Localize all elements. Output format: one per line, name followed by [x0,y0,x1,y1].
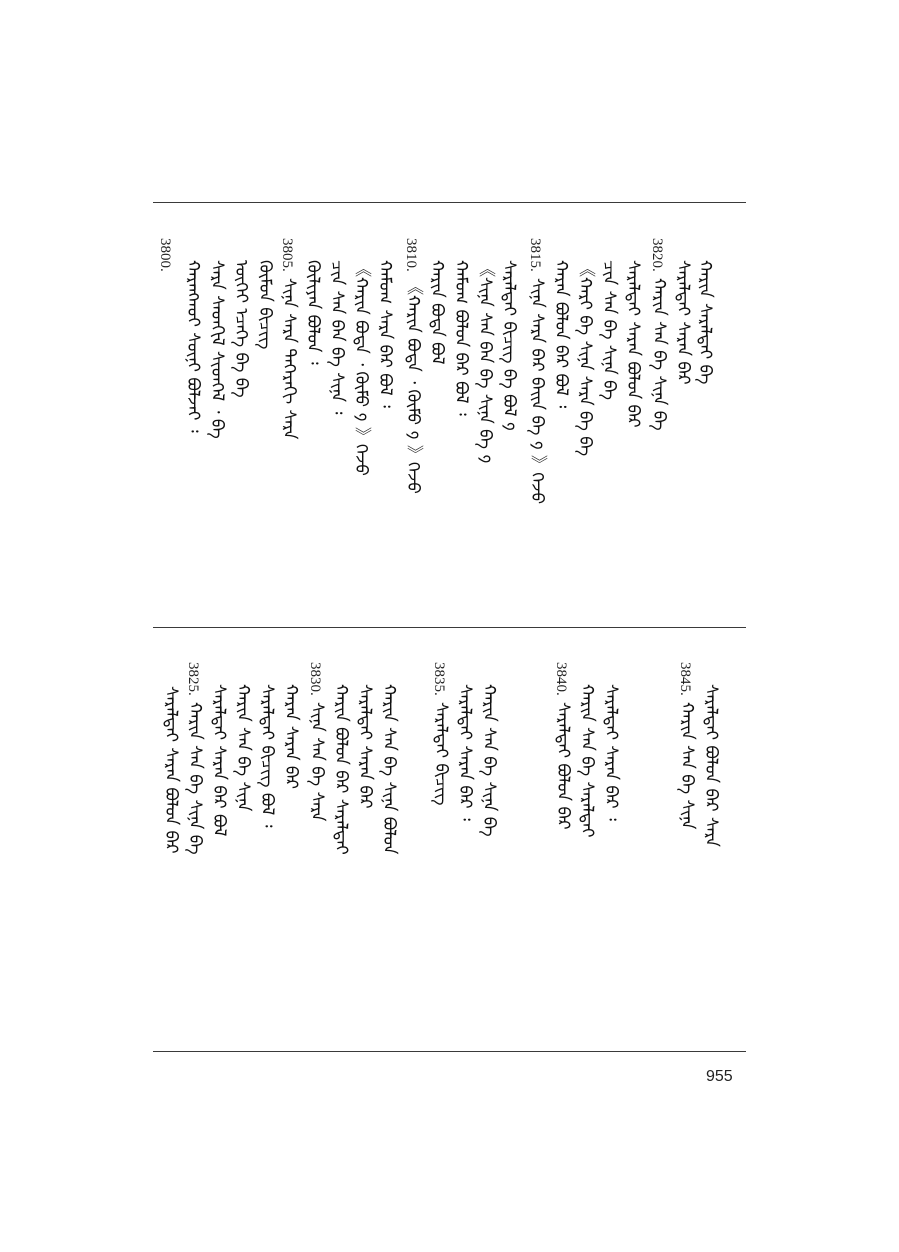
verse-line: ᠬᠠᠷᠢᠨ ᠰᠠᠨ ᠪᠠ ᠰᠢᠨᠡ ᠪᠠ [185,702,205,855]
line-number: 3800. [157,238,173,272]
lower-text-block [150,662,750,1002]
page-number: 955 [706,1068,733,1085]
verse-line: ᠬᠠᠷᠢᠨ ᠰᠠᠨ ᠪᠠ ᠰᠢᠨᠡ ᠪᠣᠯᠤᠨ [379,684,399,855]
verse-line: ᠬᠠᠷᠢᠨ ᠰᠠᠨ ᠪᠠ ᠰᠢᠨᠡ [677,702,697,830]
verse-line: ᠴᠢᠨ ᠰᠠᠨ ᠪᠠᠨ ᠪᠠ ᠰᠢᠨᠡ ᠄ [327,260,347,415]
bottom-rule [153,1051,746,1052]
verse-line: ᠬᠠᠷᠢᠨ ᠰᠠᠨ ᠪᠠ ᠰᠢᠨᠡ ᠪᠠ [479,684,499,837]
verse-line: ᠬᠠᠮᠤᠭ ᠰᠠᠷᠠ ᠪᠡᠷ ᠪᠣᠯ ᠄ [375,260,395,408]
verse-line: ᠬᠠᠷᠢᠨ ᠰᠠᠨ ᠪᠠ ᠰᠢᠨᠡ [233,684,253,812]
verse-line: ᠰᠠᠷᠠᠯᠲᠠᠢ ᠪᠢᠴᠢᠭ [431,702,451,806]
verse-line: ᠬᠠᠷᠠᠨ ᠪᠣᠯᠤᠨ ᠪᠡᠷ ᠪᠣᠯ ᠄ [551,260,571,409]
verse-line: ᠰᠢᠨᠡ ᠰᠠᠨ ᠪᠠ ᠰᠠᠷᠠ [307,702,327,822]
line-number: 3830. [307,662,323,696]
top-rule [153,202,746,203]
verse-line: ᠬᠦᠯᠢᠶᠡᠨ ᠪᠣᠯᠤᠨ ᠄ [303,260,323,365]
line-number: 3805. [279,238,295,272]
verse-line: ᠬᠠᠷᠠᠩᠬᠤᠢ ᠰᠦᠨᠢ ᠪᠣᠯᠵᠠᠢ ᠄ [183,260,203,433]
verse-line: 《ᠰᠢᠨᠡ ᠰᠠᠨ ᠪᠠᠨ ᠪᠠ ᠰᠢᠨᠡ ᠪᠠ ᠀ [475,260,495,464]
line-number: 3815. [527,238,543,272]
verse-line: ᠰᠢᠨᠡ ᠰᠠᠷᠠ ᠳᠡᠭᠡᠷᠡᠬᠢ ᠰᠠᠷᠠ [279,278,299,440]
line-number: 3825. [185,662,201,696]
verse-line: ᠰᠠᠷᠠᠯᠲᠠᠢ ᠰᠠᠷᠠᠨ ᠪᠣᠯᠤᠨ ᠪᠡᠷ [161,686,181,854]
verse-line: 《ᠬᠠᠷᠢᠨ ᠪᠤᠳᠠ ᠂ ᠬᠦᠮᠦ ᠀ 》ᠭᠡᠵᠦ [403,278,423,494]
verse-line: ᠬᠦᠮᠦᠨ ᠪᠢᠴᠢᠭ [255,260,275,350]
verse-line: ᠬᠠᠷᠢᠨ ᠪᠤᠳᠠ ᠪᠣᠯ [427,260,447,365]
line-number: 3810. [403,238,419,272]
verse-line: 《ᠬᠠᠷᠢᠨ ᠪᠤᠳᠠ ᠂ ᠬᠦᠮᠦ ᠀ 》ᠭᠡᠵᠦ [351,260,371,476]
verse-line: ᠬᠠᠷᠢᠨ ᠪᠣᠯᠤᠨ ᠪᠡᠷ ᠰᠠᠷᠠᠯᠲᠠᠢ [331,684,351,855]
verse-line: ᠰᠠᠷᠠᠯᠲᠠᠢ ᠰᠠᠷᠠᠨ ᠪᠡᠷ ᠄ [455,684,475,821]
verse-line: ᠦᠭᠡᠢ ᠡᠴᠡᠭᠡ ᠪᠠ ᠪᠠ [231,260,251,398]
verse-line: ᠴᠢᠨ ᠰᠠᠨ ᠪᠠ ᠰᠢᠨᠡ ᠪᠠ [599,260,619,401]
line-number: 3820. [649,238,665,272]
upper-text-block [150,238,715,598]
verse-line: ᠰᠠᠷᠠ ᠰᠡᠳᠬᠢᠯ ᠰᠢᠳᠬᠡᠯ ᠂ ᠪᠡ [207,260,227,439]
line-number: 3835. [431,662,447,696]
verse-line: ᠬᠠᠷᠢᠨ ᠰᠠᠷᠠᠯᠲᠠᠢ ᠪᠠ [695,260,715,385]
verse-line: 《ᠬᠠᠷᠢ ᠪᠠ ᠰᠢᠨᠡ ᠰᠠᠷᠠ ᠪᠠ ᠪᠡ [575,260,595,457]
line-number: 3845. [677,662,693,696]
verse-line: ᠬᠠᠷᠠᠨ ᠰᠠᠷᠠᠨ ᠪᠡᠷ [281,684,301,790]
verse-line: ᠰᠠᠷᠠᠯᠲᠠᠢ ᠪᠣᠯᠤᠨ ᠪᠡᠷ [553,702,573,830]
verse-line: ᠰᠠᠷᠠᠯᠲᠠᠢ ᠰᠠᠷᠠᠨ ᠪᠡᠷ [673,260,693,385]
verse-line: ᠰᠠᠷᠠᠯᠲᠠᠢ ᠰᠠᠷᠠᠨ ᠪᠣᠯᠤᠨ ᠪᠡᠷ [623,260,643,428]
verse-line: ᠰᠢᠨᠡ ᠰᠠᠷᠠ ᠪᠡᠷ ᠪᠠᠢᠨ ᠪᠠ ᠀ 》ᠭᠡᠵᠦ [527,278,547,505]
line-number: 3840. [553,662,569,696]
verse-line: ᠰᠠᠷᠠᠯᠲᠠᠢ ᠰᠠᠷᠠᠨ ᠪᠡᠷ ᠪᠣᠯ [209,684,229,837]
verse-line: ᠰᠠᠷᠠᠯᠲᠠᠢ ᠪᠢᠴᠢᠭ ᠪᠠ ᠪᠣᠯ ᠀ [499,260,519,432]
middle-rule [153,627,746,628]
verse-line: ᠰᠠᠷᠠᠯᠲᠠᠢ ᠪᠢᠴᠢᠭ ᠪᠣᠯ ᠄ [257,684,277,828]
verse-line: ᠬᠠᠷᠢᠨ ᠰᠠᠨ ᠪᠠ ᠰᠠᠷᠠᠯᠲᠠᠢ [577,684,597,838]
verse-line: ᠰᠠᠷᠠᠯᠲᠠᠢ ᠪᠣᠯᠤᠨ ᠪᠡᠷ ᠰᠠᠷᠠ [701,684,721,847]
verse-line: ᠰᠠᠷᠠᠯᠲᠠᠢ ᠰᠠᠷᠠᠨ ᠪᠡᠷ [355,684,375,809]
verse-line: ᠬᠠᠮᠤᠭ ᠪᠣᠯᠤᠨ ᠪᠡᠷ ᠪᠣᠯ ᠄ [451,260,471,416]
verse-line: ᠬᠠᠷᠢᠨ ᠰᠠᠨ ᠪᠠ ᠰᠢᠨᠡ ᠪᠠ [649,278,669,431]
verse-line: ᠰᠠᠷᠠᠯᠲᠠᠢ ᠰᠠᠷᠠᠨ ᠪᠡᠷ ᠄ [601,684,621,821]
